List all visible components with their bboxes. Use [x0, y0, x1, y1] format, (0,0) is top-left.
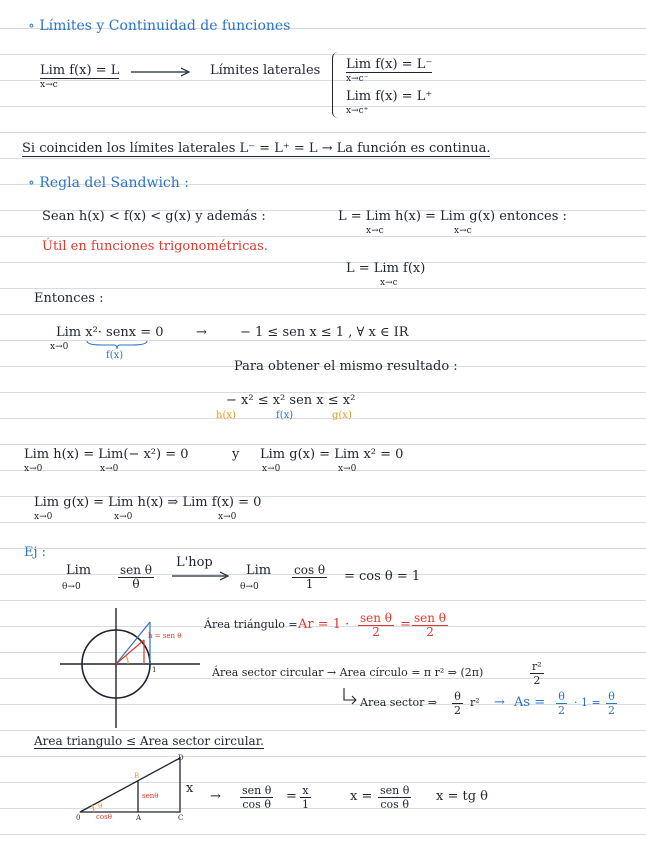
ineq-g-label: g(x) — [332, 410, 352, 421]
ej-lim: Lim — [66, 563, 92, 578]
sandwich-limits-sub2: x→c — [454, 226, 472, 236]
trig-usefulness-note: Útil en funciones trigonométricas. — [42, 239, 268, 254]
as-mid: · 1 = — [574, 696, 601, 709]
limit-g-line: Lim g(x) = Lim x² = 0 — [260, 447, 404, 462]
area-triangle-eq: = — [400, 617, 411, 632]
area-triangle-formula: Ar = 1 · — [298, 617, 350, 632]
underbrace-icon — [86, 340, 148, 350]
limit-g-sub1: x→0 — [262, 464, 281, 474]
limit-definition-sub: x→c — [40, 80, 58, 90]
ej-fraction-2 — [292, 564, 327, 591]
as-frac2 — [606, 690, 617, 717]
area-sector-line2: Area sector ⇒ — [360, 696, 438, 709]
right-lateral-sub: x→c⁺ — [346, 106, 369, 116]
area-triangle-label: Área triángulo = — [204, 618, 298, 631]
area-comparison: Area triangulo ≤ Area sector circular. — [34, 734, 264, 748]
area-sector-arrow: → — [494, 695, 505, 710]
tri-label-o: 0 — [76, 814, 81, 822]
tri-label-cos: cosθ — [96, 813, 112, 821]
right-lateral-limit: Lim f(x) = L⁺ — [346, 89, 433, 104]
example-label: Ej : — [24, 545, 47, 560]
sandwich-result-sub: x→c — [380, 278, 398, 288]
area-sector-r2: r² — [470, 696, 480, 709]
x-fraction — [378, 784, 411, 811]
as-den2: 2 — [608, 704, 615, 717]
final-sub1: x→0 — [34, 512, 53, 522]
as-den: 2 — [558, 704, 565, 717]
final-sub3: x→0 — [218, 512, 237, 522]
circle-radius-label: 1 — [152, 666, 157, 674]
section-title-limits: ∘ Límites y Continuidad de funciones — [28, 18, 291, 34]
area-triangle-frac — [358, 612, 394, 639]
ratio-num: sen θ — [242, 784, 272, 797]
tri-label-d: D — [178, 754, 184, 762]
lhopital-arrow-icon — [172, 572, 230, 580]
ej-result: = cos θ = 1 — [344, 569, 421, 584]
ej-frac1-den: θ — [132, 577, 140, 591]
ej-lim-sub: θ→0 — [62, 582, 81, 592]
ej-lim2: Lim — [246, 563, 272, 578]
ratio-frac2 — [300, 784, 311, 811]
ratio-num2: x — [302, 784, 309, 797]
bound-arrow: → — [196, 325, 207, 340]
area-sector-frac-den: 2 — [533, 674, 541, 687]
tri-label-c: C — [178, 814, 184, 822]
limit-h-sub1: x→0 — [24, 464, 43, 474]
entonces-label: Entonces : — [34, 291, 104, 306]
ej-frac2-den: 1 — [305, 577, 314, 591]
tri-label-x: x — [186, 781, 194, 796]
limit-h-line: Lim h(x) = Lim(− x²) = 0 — [24, 447, 189, 462]
ej-frac1-num: sen θ — [120, 563, 153, 577]
limit-g-sub2: x→0 — [338, 464, 357, 474]
section-title-sandwich: ∘ Regla del Sandwich : — [28, 175, 189, 191]
ratio-den: cos θ — [242, 798, 271, 811]
final-conclusion: Lim g(x) = Lim h(x) ⇒ Lim f(x) = 0 — [34, 495, 262, 510]
sine-bound: − 1 ≤ sen x ≤ 1 , ∀ x ∈ IR — [240, 325, 409, 340]
ratio-arrow: → — [210, 789, 221, 804]
long-arrow-icon — [131, 68, 191, 76]
sandwich-limits-sub1: x→c — [366, 226, 384, 236]
as-frac1 — [556, 690, 567, 717]
as-num: θ — [558, 690, 565, 703]
area-sector-num: θ — [454, 690, 461, 703]
tri-label-a: A — [136, 814, 142, 822]
example-limit: Lim x²· senx = 0 — [56, 325, 164, 340]
area-sector-line1: Área sector circular → Area círculo = π r² ⇒ (2π) — [212, 666, 484, 679]
limit-h-sub2: x→0 — [100, 464, 119, 474]
as-formula: As = — [514, 695, 546, 710]
left-lateral-sub: x→c⁻ — [346, 74, 369, 84]
lateral-limits-label: Límites laterales — [210, 63, 321, 78]
ratio-frac1 — [240, 784, 273, 811]
final-sub2: x→0 — [114, 512, 133, 522]
corner-arrow-icon — [342, 688, 358, 704]
tri-label-b: B — [134, 772, 140, 780]
x-eq-label: x = — [350, 789, 373, 804]
area-sector-ratio — [452, 690, 463, 717]
continuity-statement: Si coinciden los límites laterales L⁻ = L⁺ = L → La función es continua. — [22, 141, 491, 156]
inequality-chain: − x² ≤ x² sen x ≤ x² — [226, 393, 356, 408]
area-tri-num2: sen θ — [414, 611, 447, 625]
ratio-eq: = — [286, 789, 297, 804]
x-equals-tan: x = tg θ — [436, 789, 488, 804]
ineq-f-label: f(x) — [276, 410, 294, 421]
and-word: y — [232, 447, 240, 462]
unit-circle-diagram — [60, 608, 200, 728]
lhopital-label: L'hop — [176, 555, 213, 570]
brace-icon — [332, 52, 341, 118]
x-num: sen θ — [380, 784, 410, 797]
as-num2: θ — [608, 690, 615, 703]
tri-label-sen: senθ — [142, 792, 159, 800]
area-sector-frac-num: r² — [532, 660, 542, 673]
same-result-text: Para obtener el mismo resultado : — [234, 359, 458, 374]
sandwich-result: L = Lim f(x) — [346, 261, 426, 276]
ratio-den2: 1 — [302, 798, 309, 811]
left-lateral-limit: Lim f(x) = L⁻ — [346, 57, 433, 72]
sandwich-statement: Sean h(x) < f(x) < g(x) y además : — [42, 209, 266, 224]
tri-label-theta: θ — [98, 802, 103, 810]
ineq-h-label: h(x) — [216, 410, 236, 421]
ej-frac2-num: cos θ — [294, 563, 326, 577]
area-tri-den2: 2 — [426, 625, 434, 639]
area-triangle-frac2 — [412, 612, 448, 639]
area-tri-num: sen θ — [360, 611, 393, 625]
ej-lim2-sub: θ→0 — [240, 582, 259, 592]
example-fx-label: f(x) — [106, 350, 124, 361]
area-tri-den: 2 — [372, 625, 380, 639]
sandwich-limits: L = Lim h(x) = Lim g(x) entonces : — [338, 209, 567, 224]
circle-height-label: h = sen θ — [148, 632, 182, 640]
ej-fraction-1 — [118, 564, 154, 591]
x-den: cos θ — [380, 798, 409, 811]
area-sector-den: 2 — [454, 704, 461, 717]
area-sector-frac — [530, 660, 544, 687]
limit-definition: Lim f(x) = L — [40, 63, 120, 78]
example-limit-sub: x→0 — [50, 342, 69, 352]
